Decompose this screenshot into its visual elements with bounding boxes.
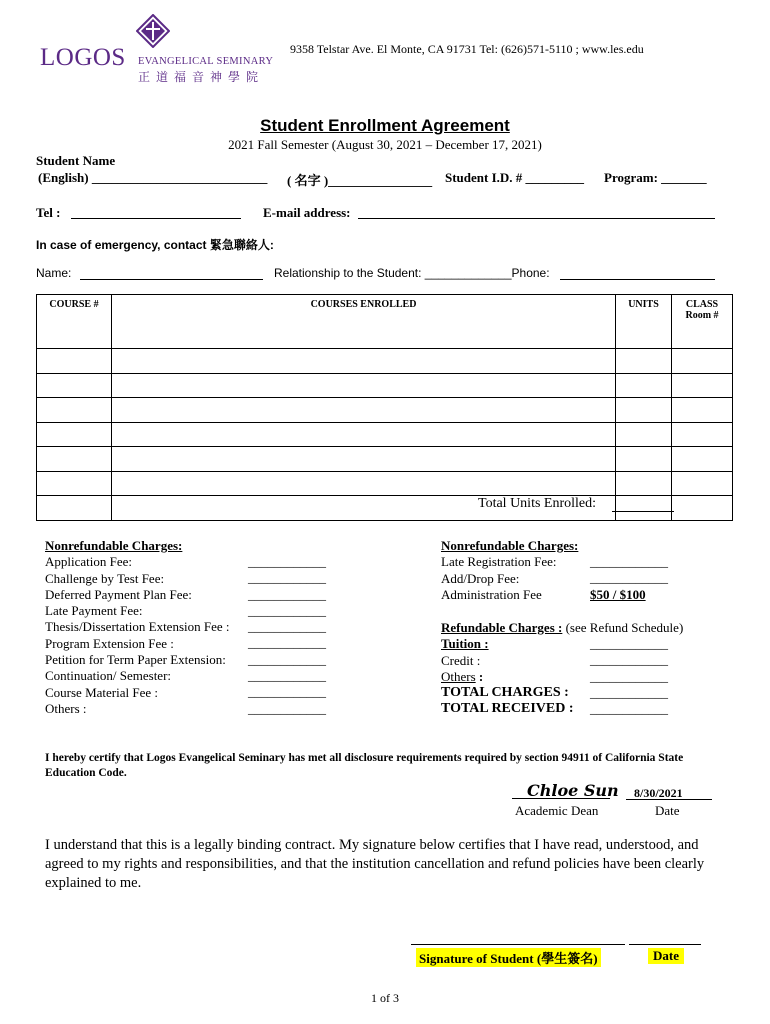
total-charges-input[interactable]: ____________ [590, 684, 668, 700]
table-row [37, 373, 733, 398]
units-cell[interactable] [616, 349, 672, 374]
tel-label: Tel : [36, 205, 61, 220]
course-number-cell[interactable] [37, 447, 112, 472]
course-number-cell[interactable] [37, 349, 112, 374]
units-cell[interactable] [616, 496, 672, 521]
certification-date-line [626, 799, 712, 800]
fee-input[interactable]: ____________ [248, 554, 326, 569]
room-cell[interactable] [672, 447, 733, 472]
course-name-cell[interactable] [112, 349, 616, 374]
fee-label: Late Payment Fee: [45, 603, 143, 619]
units-cell[interactable] [616, 398, 672, 423]
logo-name: LOGOS [40, 44, 126, 71]
emergency-name-input[interactable] [80, 279, 263, 280]
program-field[interactable]: Program: _______ [604, 170, 707, 185]
room-cell[interactable] [672, 496, 733, 521]
nonrefundable-left-blanks [248, 554, 326, 717]
fee-input[interactable]: ____________ [248, 684, 326, 700]
total-charges-label: TOTAL CHARGES : [441, 685, 569, 701]
logo-chinese-name: 正道福音神學院 [138, 70, 265, 84]
student-signature-label: Signature of Student (學生簽名) [416, 948, 601, 967]
units-cell[interactable] [616, 373, 672, 398]
credit-label: Credit : [441, 652, 481, 668]
table-row [37, 496, 733, 521]
header-class-room: CLASS Room # [672, 295, 733, 349]
units-cell[interactable] [616, 422, 672, 447]
nonrefundable-right-values [590, 554, 668, 603]
refundable-blanks [590, 636, 668, 717]
dean-signature: Chloe Sun [527, 781, 619, 800]
tel-input[interactable] [71, 218, 241, 219]
refundable-heading: Refundable Charges : [441, 620, 563, 635]
fee-input[interactable]: ____________ [248, 651, 326, 667]
certification-date: 8/30/2021 [634, 786, 683, 800]
nonrefundable-left-heading: Nonrefundable Charges: [45, 538, 183, 553]
fee-label: Deferred Payment Plan Fee: [45, 586, 192, 602]
administration-fee-value: $50 / $100 [590, 586, 646, 602]
total-received-label: TOTAL RECEIVED : [441, 701, 574, 717]
logo-subtitle: EVANGELICAL SEMINARY [138, 56, 274, 67]
course-name-cell[interactable] [112, 422, 616, 447]
chinese-name-field[interactable]: ( 名字 )________________ [287, 173, 433, 188]
courses-table [36, 294, 733, 521]
fee-label: Petition for Term Paper Extension: [45, 652, 226, 668]
table-row [37, 398, 733, 423]
fee-label: Continuation/ Semester: [45, 668, 172, 684]
refund-schedule-note: (see Refund Schedule) [562, 620, 684, 635]
fee-label: Course Material Fee : [45, 684, 158, 700]
header-courses-enrolled: COURSES ENROLLED [112, 295, 616, 349]
student-name-label: Student Name [36, 153, 116, 168]
header-units: UNITS [616, 295, 672, 349]
page-number: 1 of 3 [371, 991, 399, 1005]
email-input[interactable] [358, 218, 715, 219]
others-label: Others [441, 668, 476, 684]
student-signature-line[interactable] [411, 944, 625, 945]
others-colon: : [475, 668, 484, 684]
credit-input[interactable]: ____________ [590, 652, 668, 668]
relationship-label[interactable]: Relationship to the Student: _____________Phone: [274, 266, 550, 280]
table-row [37, 349, 733, 374]
course-number-cell[interactable] [37, 471, 112, 496]
tuition-input[interactable]: ____________ [590, 636, 668, 651]
room-cell[interactable] [672, 349, 733, 374]
student-date-label: Date [648, 948, 684, 964]
fee-input[interactable]: ____________ [590, 570, 668, 586]
course-number-cell[interactable] [37, 373, 112, 398]
course-name-cell[interactable] [112, 471, 616, 496]
room-cell[interactable] [672, 471, 733, 496]
tuition-label: Tuition : [441, 636, 489, 652]
table-header-row [37, 295, 733, 349]
total-units-input[interactable] [612, 511, 674, 512]
fee-input[interactable]: ____________ [248, 700, 326, 716]
fee-label: Administration Fee [441, 586, 542, 602]
room-cell[interactable] [672, 398, 733, 423]
fee-label: Thesis/Dissertation Extension Fee : [45, 619, 230, 635]
fee-label: Application Fee: [45, 554, 133, 570]
student-id-field[interactable]: Student I.D. # _________ [445, 170, 585, 185]
agreement-text: I understand that this is a legally binding contract. My signature below certifies that I have read, understood, and agreed to my rights and responsibilities, and that the institution cancellation and refund policies have been clearly explained to me. [45, 837, 705, 891]
academic-dean-label: Academic Dean [515, 803, 599, 818]
table-row [37, 471, 733, 496]
fee-input[interactable]: ____________ [248, 668, 326, 684]
dean-signature-line [512, 798, 610, 799]
course-number-cell[interactable] [37, 422, 112, 447]
fee-label: Add/Drop Fee: [441, 570, 520, 586]
seminary-logo-icon [136, 14, 170, 48]
address-line: 9358 Telstar Ave. El Monte, CA 91731 Tel: (626)571-5110 ; www.les.edu [290, 42, 644, 56]
fee-label: Program Extension Fee : [45, 635, 174, 651]
emergency-name-label: Name: [36, 266, 72, 280]
fee-input[interactable]: ____________ [248, 635, 326, 651]
email-label: E-mail address: [263, 205, 351, 220]
course-number-cell[interactable] [37, 398, 112, 423]
total-received-input[interactable]: ____________ [590, 701, 668, 717]
course-name-cell[interactable] [112, 398, 616, 423]
fee-input[interactable]: ____________ [248, 570, 326, 586]
course-number-cell[interactable] [37, 496, 112, 521]
certification-text: I hereby certify that Logos Evangelical Seminary has met all disclosure requirements required by section 94911 of California State Education Code. [45, 752, 684, 779]
units-cell[interactable] [616, 471, 672, 496]
course-name-cell[interactable] [112, 373, 616, 398]
fee-label: Challenge by Test Fee: [45, 570, 165, 586]
english-name-field[interactable]: (English) ___________________________ [38, 170, 268, 185]
emergency-heading: In case of emergency, contact 緊急聯絡人: [36, 238, 274, 252]
header-course-number: COURSE # [37, 295, 112, 349]
emergency-phone-input[interactable] [560, 279, 715, 280]
room-cell[interactable] [672, 373, 733, 398]
fee-input[interactable]: ____________ [590, 554, 668, 569]
table-row [37, 422, 733, 447]
table-row [37, 447, 733, 472]
nonrefundable-left-section [45, 538, 230, 717]
student-date-line[interactable] [629, 944, 701, 945]
fee-input[interactable]: ____________ [248, 619, 326, 635]
total-units-label: Total Units Enrolled: [478, 496, 597, 511]
dean-date-label: Date [655, 803, 680, 818]
room-cell[interactable] [672, 422, 733, 447]
page-title: Student Enrollment Agreement [260, 116, 510, 135]
course-name-cell[interactable] [112, 447, 616, 472]
fee-label: Others : [45, 700, 87, 716]
nonrefundable-right-section [441, 538, 578, 603]
others-input[interactable]: ____________ [590, 668, 668, 684]
fee-input[interactable]: ____________ [248, 586, 326, 602]
units-cell[interactable] [616, 447, 672, 472]
nonrefundable-right-heading: Nonrefundable Charges: [441, 538, 579, 553]
fee-input[interactable]: ____________ [248, 602, 326, 618]
semester-line: 2021 Fall Semester (August 30, 2021 – December 17, 2021) [228, 137, 542, 152]
fee-label: Late Registration Fee: [441, 554, 557, 570]
